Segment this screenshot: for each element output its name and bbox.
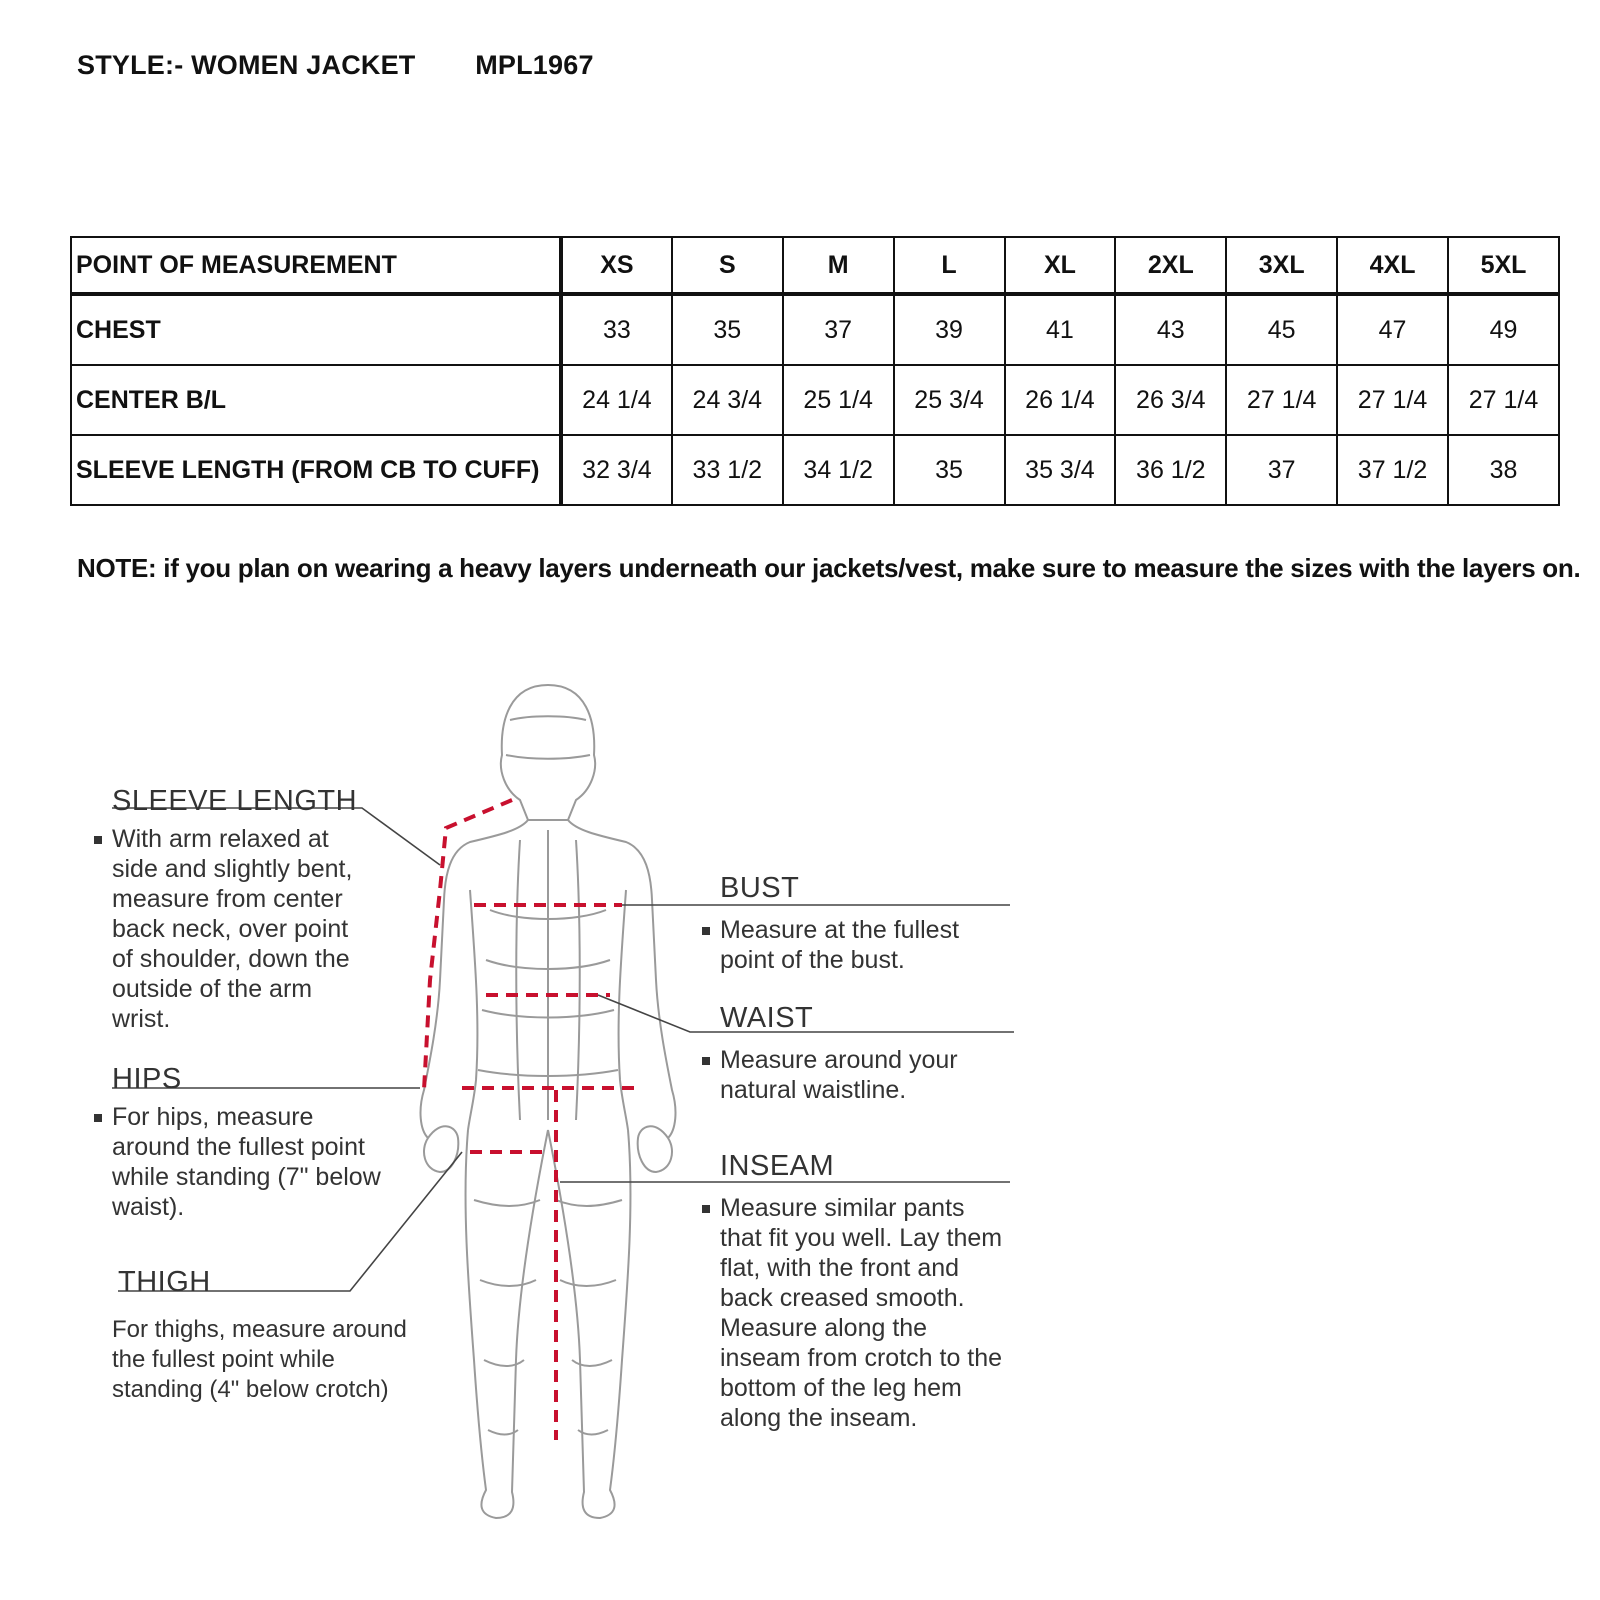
table-cell: 27 1/4 xyxy=(1337,365,1448,435)
row-label: CHEST xyxy=(71,294,561,365)
hips-heading: HIPS xyxy=(112,1063,182,1095)
table-row xyxy=(71,294,1559,365)
table-cell: 33 xyxy=(561,294,672,365)
table-cell: 27 1/4 xyxy=(1448,365,1559,435)
waist-text: Measure around your natural waistline. xyxy=(696,1045,970,1105)
table-header-row xyxy=(71,237,1559,294)
style-label: STYLE:- WOMEN JACKET xyxy=(77,50,416,80)
table-cell: 36 1/2 xyxy=(1115,435,1226,505)
column-header: 3XL xyxy=(1226,237,1337,294)
table-cell: 34 1/2 xyxy=(783,435,894,505)
size-chart-table xyxy=(70,236,1560,506)
table-cell: 26 1/4 xyxy=(1005,365,1116,435)
inseam-text: Measure similar pants that fit you well. Lay them flat, with the front and back creased smooth. Measure along the inseam from crotch to the bottom of the leg hem along the inseam. xyxy=(696,1193,1010,1433)
column-header: XS xyxy=(561,237,672,294)
column-header: POINT OF MEASUREMENT xyxy=(71,237,561,294)
bust-callout xyxy=(720,872,975,975)
sleeve-length-text: With arm relaxed at side and slightly bent, measure from center back neck, over point of shoulder, down the outside of the arm wrist. xyxy=(88,824,357,1034)
table-cell: 26 3/4 xyxy=(1115,365,1226,435)
row-label: SLEEVE LENGTH (FROM CB TO CUFF) xyxy=(71,435,561,505)
style-code: MPL1967 xyxy=(475,50,594,80)
table-cell: 39 xyxy=(894,294,1005,365)
table-cell: 41 xyxy=(1005,294,1116,365)
table-cell: 37 xyxy=(1226,435,1337,505)
inseam-heading: INSEAM xyxy=(720,1150,835,1182)
table-cell: 35 xyxy=(894,435,1005,505)
table-cell: 43 xyxy=(1115,294,1226,365)
waist-callout xyxy=(720,1002,970,1105)
table-cell: 45 xyxy=(1226,294,1337,365)
column-header: M xyxy=(783,237,894,294)
hips-text: For hips, measure around the fullest point while standing (7" below waist). xyxy=(88,1102,382,1222)
column-header: 5XL xyxy=(1448,237,1559,294)
column-header: 2XL xyxy=(1115,237,1226,294)
table-cell: 25 3/4 xyxy=(894,365,1005,435)
measurement-lines xyxy=(424,800,636,1440)
table-cell: 37 1/2 xyxy=(1337,435,1448,505)
table-cell: 25 1/4 xyxy=(783,365,894,435)
table-row xyxy=(71,365,1559,435)
bust-text: Measure at the fullest point of the bust. xyxy=(696,915,975,975)
column-header: 4XL xyxy=(1337,237,1448,294)
table-row xyxy=(71,435,1559,505)
column-header: L xyxy=(894,237,1005,294)
column-header: S xyxy=(672,237,783,294)
sleeve-length-callout xyxy=(112,785,357,1034)
inseam-callout xyxy=(720,1150,1010,1433)
layering-note: NOTE: if you plan on wearing a heavy layers underneath our jackets/vest, make sure to measure the sizes with the layers on. xyxy=(77,553,1581,583)
table-cell: 32 3/4 xyxy=(561,435,672,505)
body-outline xyxy=(421,685,676,1518)
table-cell: 33 1/2 xyxy=(672,435,783,505)
thigh-heading: THIGH xyxy=(118,1266,211,1298)
table-cell: 24 3/4 xyxy=(672,365,783,435)
table-cell: 37 xyxy=(783,294,894,365)
row-label: CENTER B/L xyxy=(71,365,561,435)
table-cell: 35 3/4 xyxy=(1005,435,1116,505)
thigh-callout xyxy=(112,1266,407,1405)
hips-callout xyxy=(112,1063,382,1222)
style-header xyxy=(77,50,594,81)
bust-heading: BUST xyxy=(720,872,800,904)
table-cell: 35 xyxy=(672,294,783,365)
table-cell: 49 xyxy=(1448,294,1559,365)
table-cell: 24 1/4 xyxy=(561,365,672,435)
column-header: XL xyxy=(1005,237,1116,294)
table-cell: 38 xyxy=(1448,435,1559,505)
table-cell: 27 1/4 xyxy=(1226,365,1337,435)
waist-heading: WAIST xyxy=(720,1002,814,1034)
sleeve-length-heading: SLEEVE LENGTH xyxy=(112,785,358,817)
table-cell: 47 xyxy=(1337,294,1448,365)
thigh-text: For thighs, measure around the fullest point while standing (4" below crotch) xyxy=(112,1316,407,1403)
